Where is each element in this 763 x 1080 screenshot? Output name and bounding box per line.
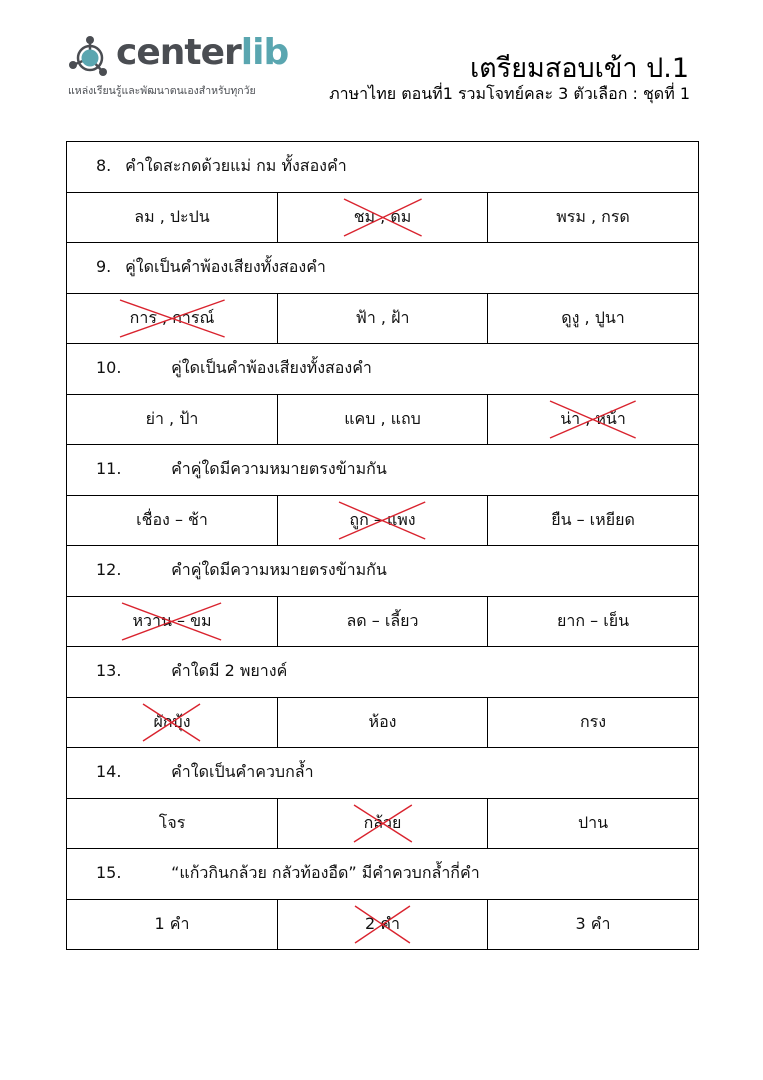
answer-label: ชม , ดม	[353, 206, 412, 226]
logo-molecule-icon	[66, 34, 114, 82]
answer-option-text	[130, 306, 215, 331]
question-number: 10.	[96, 358, 122, 378]
options-row	[67, 192, 699, 243]
answer-option[interactable]	[278, 394, 488, 445]
logo-tagline: แหล่งเรียนรู้และพัฒนาตนเองสำหรับทุกวัย	[68, 85, 256, 97]
answer-label: กรง	[579, 711, 607, 731]
options-row	[67, 899, 699, 950]
answer-label: พรม , กรด	[556, 206, 630, 226]
answer-option[interactable]	[67, 596, 278, 647]
question-row	[67, 546, 699, 597]
answer-option[interactable]	[67, 697, 278, 748]
answer-option[interactable]	[488, 192, 699, 243]
answer-label: 1 คำ	[154, 913, 190, 933]
answer-label: ลม , ปะปน	[134, 206, 210, 226]
question-row	[67, 243, 699, 294]
answer-option[interactable]	[278, 495, 488, 546]
answer-option-text	[349, 508, 415, 533]
answer-option[interactable]	[278, 697, 488, 748]
question-number: 15.	[96, 863, 122, 883]
answer-label: ลด – เลี้ยว	[346, 610, 419, 630]
answer-option-text	[365, 912, 400, 937]
answer-option[interactable]	[488, 899, 699, 950]
question-row	[67, 849, 699, 900]
question-text: คำใดมี 2 พยางค์	[171, 661, 288, 681]
answer-option[interactable]	[278, 899, 488, 950]
logo-wordmark: centerlib	[116, 32, 289, 73]
answer-option[interactable]	[488, 697, 699, 748]
question-number: 9.	[96, 257, 112, 277]
answer-option-text	[347, 609, 419, 634]
question-text: คำใดสะกดด้วยแม่ กม ทั้งสองคำ	[125, 156, 347, 176]
answer-option-text	[356, 306, 410, 331]
question-text: คำคู่ใดมีความหมายตรงข้ามกัน	[171, 560, 387, 580]
answer-option[interactable]	[67, 192, 278, 243]
answer-label: น่า , หน้า	[560, 408, 626, 428]
answer-option-text	[155, 912, 190, 937]
cross-out-mark-icon	[122, 603, 221, 640]
answer-option-text	[561, 306, 625, 331]
question-text: คำคู่ใดมีความหมายตรงข้ามกัน	[171, 459, 387, 479]
answer-label: 2 คำ	[365, 913, 400, 933]
answer-label: ผักบุ้ง	[153, 711, 191, 731]
answer-label: ฟ้า , ฝ้า	[355, 307, 410, 327]
answer-label: เชื่อง – ช้า	[136, 509, 208, 529]
answer-option-text	[136, 508, 208, 533]
question-cell	[67, 849, 699, 900]
answer-option-text	[556, 205, 630, 230]
answer-option[interactable]	[488, 293, 699, 344]
answer-label: กล้วย	[363, 812, 402, 832]
cross-out-mark-icon	[339, 502, 425, 539]
options-row	[67, 495, 699, 546]
answer-option[interactable]	[67, 495, 278, 546]
answer-label: โจร	[158, 812, 186, 832]
answer-option-text	[557, 609, 629, 634]
question-cell	[67, 748, 699, 799]
question-cell	[67, 647, 699, 698]
options-row	[67, 293, 699, 344]
answer-label: ถูก – แพง	[349, 509, 416, 529]
answer-option[interactable]	[67, 899, 278, 950]
options-row	[67, 798, 699, 849]
question-cell	[67, 243, 699, 294]
question-text: คำใดเป็นคำควบกล้ำ	[171, 762, 314, 782]
question-row	[67, 344, 699, 395]
answer-option-text	[354, 205, 412, 230]
question-cell	[67, 546, 699, 597]
answer-label: ย่า , ป้า	[145, 408, 199, 428]
answer-option[interactable]	[278, 596, 488, 647]
cross-out-mark-icon	[344, 199, 422, 236]
options-row	[67, 596, 699, 647]
question-row	[67, 142, 699, 193]
logo	[66, 32, 306, 102]
question-row	[67, 647, 699, 698]
question-cell	[67, 445, 699, 496]
page-subtitle: ภาษาไทย ตอนที่1 รวมโจทย์คละ 3 ตัวเลือก : ชุดที่ 1	[329, 84, 690, 103]
page-title: เตรียมสอบเข้า ป.1	[469, 53, 689, 84]
question-text: คู่ใดเป็นคำพ้องเสียงทั้งสองคำ	[125, 257, 326, 277]
answer-option-text	[551, 508, 635, 533]
cross-out-mark-icon	[355, 906, 410, 943]
answer-label: ดูงู , ปูนา	[561, 307, 625, 327]
options-row	[67, 394, 699, 445]
question-text: คู่ใดเป็นคำพ้องเสียงทั้งสองคำ	[171, 358, 372, 378]
question-number: 12.	[96, 560, 122, 580]
cross-out-mark-icon	[143, 704, 200, 741]
answer-label: แคบ , แถบ	[344, 408, 421, 428]
answer-option[interactable]	[67, 293, 278, 344]
answer-option-text	[153, 710, 190, 735]
cross-out-mark-icon	[120, 300, 225, 337]
answer-label: ยาก – เย็น	[557, 610, 630, 630]
cross-out-mark-icon	[354, 805, 412, 842]
answer-option-text	[344, 407, 421, 432]
answer-label: 3 คำ	[575, 913, 611, 933]
quiz-table	[66, 141, 699, 950]
answer-label: ปาน	[577, 812, 609, 832]
answer-option[interactable]	[278, 192, 488, 243]
question-number: 11.	[96, 459, 122, 479]
answer-option-text	[580, 710, 606, 735]
answer-option-text	[132, 609, 211, 634]
answer-option-text	[576, 912, 611, 937]
answer-option[interactable]	[488, 596, 699, 647]
answer-option-text	[134, 205, 209, 230]
answer-option-text	[578, 811, 608, 836]
answer-option[interactable]	[488, 798, 699, 849]
question-number: 8.	[96, 156, 112, 176]
answer-option[interactable]	[278, 293, 488, 344]
question-row	[67, 445, 699, 496]
question-text: “แก้วกินกล้วย กลัวท้องอืด” มีคำควบกล้ำกี่คำ	[171, 863, 480, 883]
cross-out-mark-icon	[550, 401, 636, 438]
answer-label: ห้อง	[368, 711, 397, 731]
answer-option[interactable]	[67, 394, 278, 445]
options-row	[67, 697, 699, 748]
answer-option-text	[146, 407, 199, 432]
answer-option-text	[560, 407, 626, 432]
answer-option[interactable]	[488, 394, 699, 445]
question-cell	[67, 344, 699, 395]
answer-option-text	[369, 710, 397, 735]
answer-option-text	[159, 811, 186, 836]
question-number: 13.	[96, 661, 122, 681]
answer-option[interactable]	[488, 495, 699, 546]
answer-option[interactable]	[67, 798, 278, 849]
question-row	[67, 748, 699, 799]
question-number: 14.	[96, 762, 122, 782]
answer-label: ยืน – เหยียด	[551, 509, 635, 529]
answer-option[interactable]	[278, 798, 488, 849]
answer-option-text	[364, 811, 402, 836]
question-cell	[67, 142, 699, 193]
answer-label: หวาน – ขม	[132, 610, 212, 630]
answer-label: การ , การณ์	[129, 307, 215, 327]
